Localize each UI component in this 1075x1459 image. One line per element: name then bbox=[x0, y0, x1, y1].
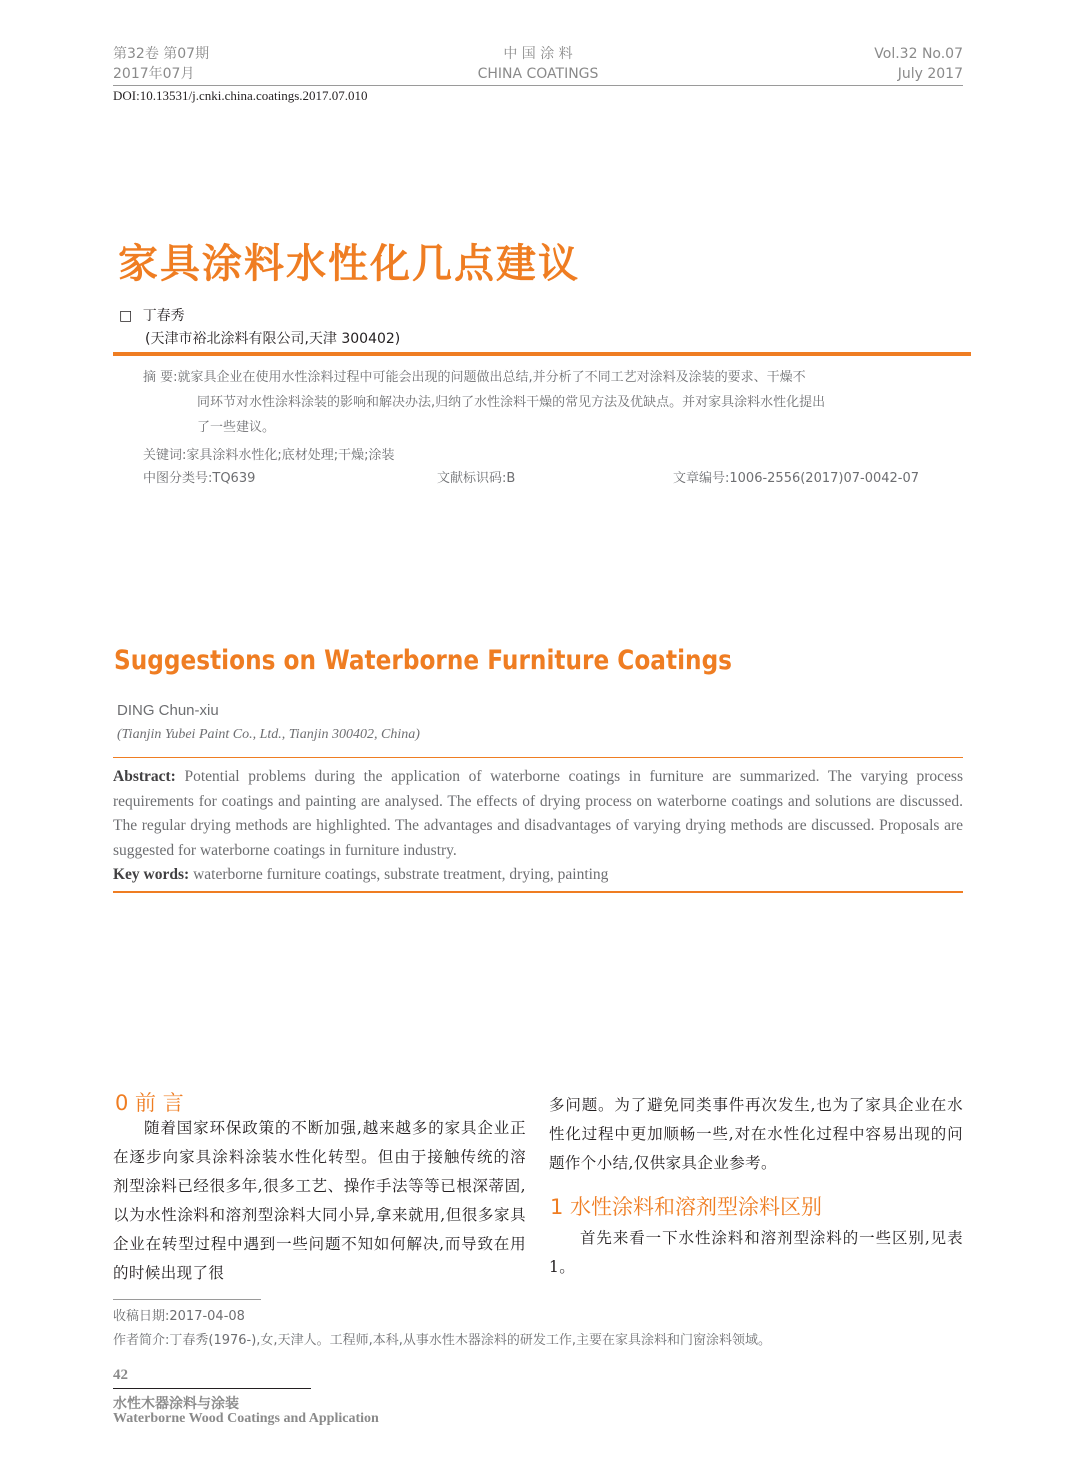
received-date: 收稿日期:2017-04-08 bbox=[113, 1309, 245, 1324]
author-block-cn bbox=[119, 305, 185, 325]
article-number: 文章编号:1006-2556(2017)07-0042-07 bbox=[673, 471, 920, 486]
abstract-en bbox=[113, 765, 963, 863]
abstract-cn bbox=[143, 365, 943, 468]
doi: DOI:10.13531/j.cnki.china.coatings.2017.07.010 bbox=[113, 88, 368, 103]
keywords-cn: 关键词:家具涂料水性化;底材处理;干燥;涂装 bbox=[143, 448, 395, 463]
section-1-heading: 1 水性涂料和溶剂型涂料区别 bbox=[550, 1195, 823, 1219]
section-0-paragraph: 随着国家环保政策的不断加强,越来越多的家具企业正在逐步向家具涂料涂装水性化转型。但由于接触传统的溶剂型涂料已经很多年,很多工艺、操作手法等等已根深蒂固,以为水性涂料和溶剂型涂料大同小异,拿来就用,但很多家具企业在转型过程中遇到一些问题不知如何解决,而导致在用的时候出现了很 bbox=[113, 1119, 526, 1282]
affiliation-en: (Tianjin Yubei Paint Co., Ltd., Tianjin 300402, China) bbox=[117, 727, 420, 742]
section-1-paragraph: 首先来看一下水性涂料和溶剂型涂料的一些区别,见表1。 bbox=[549, 1229, 963, 1276]
date-en: July 2017 bbox=[897, 66, 963, 82]
page-number: 42 bbox=[113, 1367, 128, 1383]
header-right bbox=[713, 44, 963, 84]
abstract-label-en: Abstract: bbox=[113, 768, 176, 785]
volume-issue-cn: 第32卷 第07期 bbox=[113, 46, 210, 62]
abstract-label-cn: 摘 要: bbox=[143, 370, 178, 385]
section-0-heading: 0 前 言 bbox=[115, 1091, 184, 1115]
title-rule bbox=[113, 352, 971, 356]
abstract-en-top-rule bbox=[113, 757, 963, 758]
header-rule bbox=[113, 85, 963, 86]
keywords-text-en: waterborne furniture coatings, substrate treatment, drying, painting bbox=[189, 866, 609, 883]
abstract-en-bottom-rule bbox=[113, 891, 963, 893]
author-name-cn: 丁春秀 bbox=[142, 308, 185, 324]
journal-title-en: CHINA COATINGS bbox=[477, 66, 599, 82]
abstract-text-en: Potential problems during the application of waterborne coatings in furniture are summarized. The varying process requirements for coatings and painting are analysed. The effects of drying process on waterborne coatings and solutions are discussed. The regular drying methods are highlighted. The advantages and disadvantages of varying drying methods are discussed. Proposals are suggested for waterborne coatings in furniture industry. bbox=[113, 768, 963, 859]
date-cn: 2017年07月 bbox=[113, 66, 195, 82]
author-name-en: DING Chun-xiu bbox=[117, 702, 219, 719]
clc-number: 中图分类号:TQ639 bbox=[143, 471, 256, 486]
keywords-label-en: Key words: bbox=[113, 866, 190, 883]
affiliation-cn: (天津市裕北涂料有限公司,天津 300402) bbox=[145, 331, 401, 347]
footnote-rule bbox=[113, 1299, 261, 1300]
author-box-icon: □ bbox=[119, 308, 133, 324]
abstract-cn-line3: 了一些建议。 bbox=[197, 420, 276, 435]
article-title-cn: 家具涂料水性化几点建议 bbox=[118, 241, 580, 287]
document-code: 文献标识码:B bbox=[437, 471, 516, 486]
abstract-cn-line1: 就家具企业在使用水性涂料过程中可能会出现的问题做出总结,并分析了不同工艺对涂料及涂装的要求、干燥不 bbox=[177, 370, 806, 385]
header-left bbox=[113, 44, 209, 84]
footer-journal-cn: 水性木器涂料与涂装 bbox=[113, 1397, 239, 1412]
keywords-en bbox=[113, 863, 963, 888]
author-bio: 作者简介:丁春秀(1976-),女,天津人。工程师,本科,从事水性木器涂料的研发工作,主要在家具涂料和门窗涂料领域。 bbox=[113, 1333, 771, 1348]
footer-journal-en: Waterborne Wood Coatings and Application bbox=[113, 1411, 379, 1426]
journal-title-cn: 中 国 涂 料 bbox=[503, 46, 573, 62]
abstract-cn-line2: 同环节对水性涂料涂装的影响和解决办法,归纳了水性涂料干燥的常见方法及优缺点。并对家具涂料水性化提出 bbox=[197, 395, 826, 410]
article-title-en: Suggestions on Waterborne Furniture Coatings bbox=[114, 645, 733, 676]
header-center bbox=[400, 44, 676, 84]
right-column-continuation: 多问题。为了避免同类事件再次发生,也为了家具企业在水性化过程中更加顺畅一些,对在水性化过程中容易出现的问题作个小结,仅供家具企业参考。 bbox=[549, 1096, 963, 1172]
footer-rule bbox=[113, 1388, 311, 1389]
volume-issue-en: Vol.32 No.07 bbox=[874, 46, 963, 62]
